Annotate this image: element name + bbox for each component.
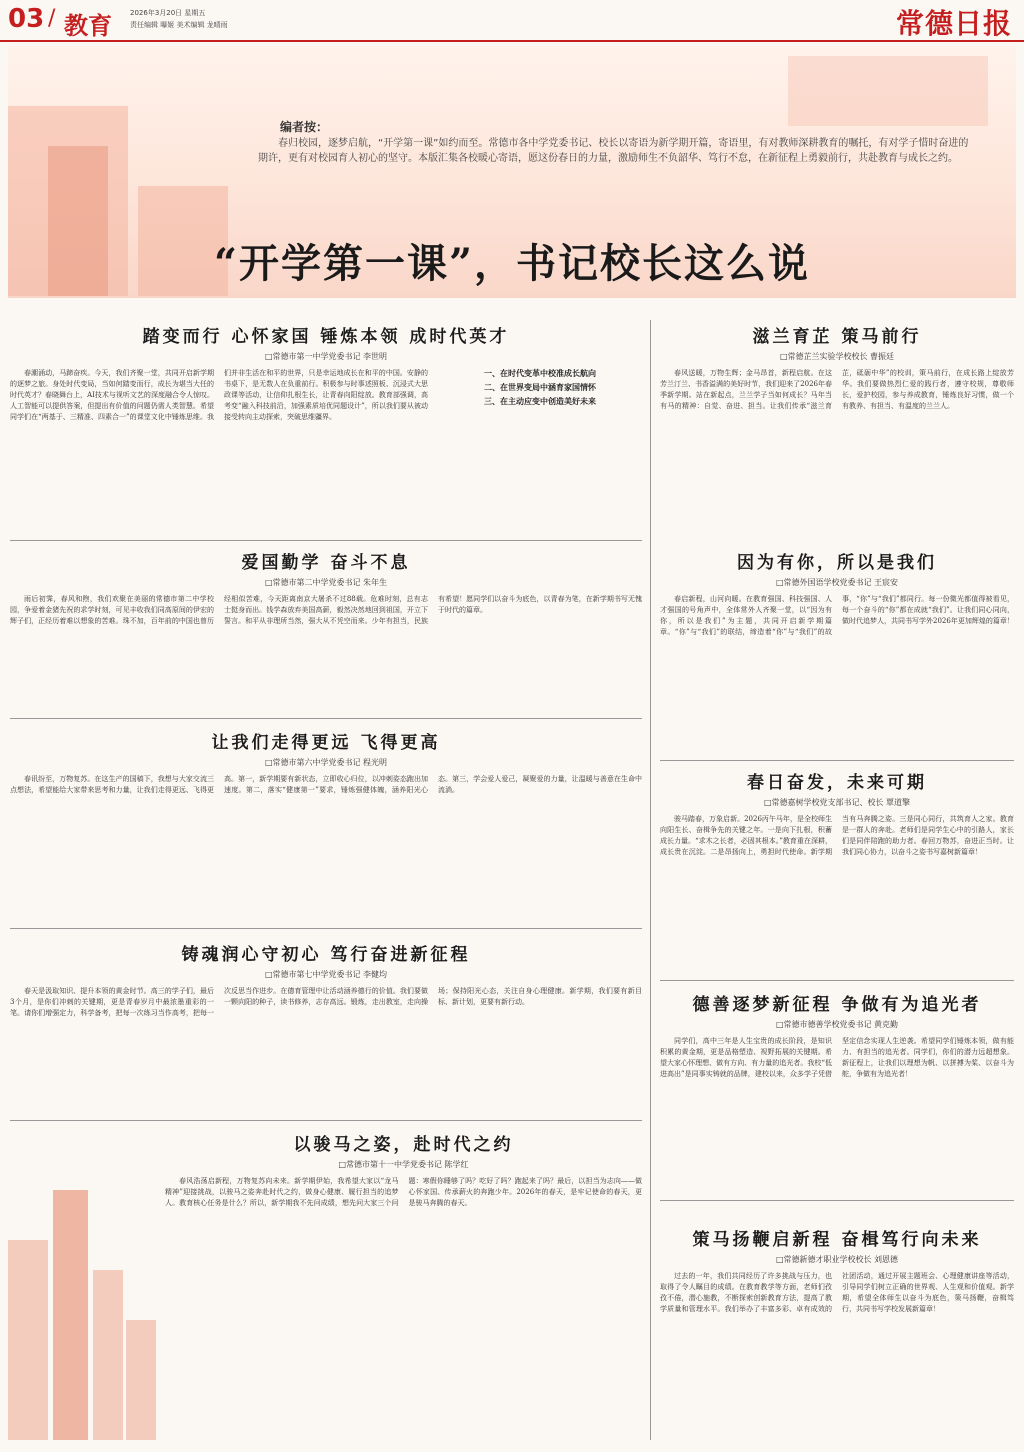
editor-note-text: 春归校园，逐梦启航，“开学第一课”如约而至。常德市各中学党委书记、校长以寄语为新学期开篇，寄语里，有对教师深耕教育的嘱托，有对学子惜时奋进的期许，更有对校园育人初心的坚守。本版汇集各校暖心寄语，愿这份春日的力量，激励师生不负韶华、笃行不怠，在新征程上勇毅前行，共赴教育与成长之约。: [258, 138, 969, 164]
article-byline: □常德芷兰实验学校校长 曹振廷: [779, 352, 895, 361]
building-shape: [126, 1320, 156, 1440]
article-body: [10, 986, 642, 1019]
article-body: [10, 594, 642, 627]
article-4: [660, 548, 1014, 748]
article-5: [10, 728, 642, 918]
article-byline: □常德嘉树学校党支部书记、校长 覃道擎: [763, 798, 911, 807]
article-subheading: 三、在主动应变中创造美好未来: [484, 397, 596, 406]
article-byline: □常德市德善学校党委书记 黄克勤: [775, 1020, 899, 1029]
date-line: 2026年3月20日 星期五: [130, 9, 206, 17]
article-paragraph: 春风送暖，万物生辉；金马昂首，新程启航。在这芳兰汀兰、书香溢满的美好时节，我们迎来了2026年春季新学期。站在新起点，兰兰学子当如何成长？马年当有马的精神：自觉、奋进、担当。让我们传承“滋兰育芷，砥砺中华”的校训，策马前行，在成长路上绽放芳华。我们要做热烈仁爱的践行者，遵守校规，尊敬师长，爱护校园，参与养成教育，锤炼良好习惯，做一个有教养、有担当、有温度的兰兰人。: [660, 369, 1014, 410]
article-subheading: 二、在世界变局中涵育家国情怀: [484, 383, 596, 392]
article-title: 以骏马之姿，赴时代之约: [293, 1135, 514, 1155]
article-paragraph: 过去的一年，我们共同经历了许多挑战与压力，也取得了令人瞩目的成绩。在教育教学等方面，老师们孜孜不倦，潜心施教，不断探索创新教育方法，提高了教学质量和管理水平。我们举办了丰富多彩、卓有成效的社团活动，通过开展主题班会、心理健康讲座等活动，引导同学们树立正确的世界观、人生观和价值观。新学期，希望全体师生以奋斗为底色，策马扬鞭，奋楫笃行，共同书写学校发展新篇章！: [660, 1272, 1014, 1313]
article-2: [660, 322, 1014, 532]
article-paragraph: 春讯纷至，万物复苏。在这生产的国稿下，我想与大家交流三点想法，希望能给大家带来思考和力量，让我们走得更远、飞得更高。第一，新学期要有新状态，立即收心归位，以冲刺姿态跑出加速度。第二，落实“健康第一”要求，锤炼强健体魄，涵养阳光心态。第三，学会爱人爱己，凝聚爱的力量，让温暖与善意在生命中流淌。: [10, 775, 642, 794]
article-body: [660, 368, 1014, 412]
page-main-title: “开学第一课”，书记校长这么说: [213, 240, 810, 287]
banner-cloud: [788, 56, 988, 126]
page-number: 03: [8, 4, 45, 34]
article-body: [10, 368, 642, 423]
article-title: 铸魂润心守初心 笃行奋进新征程: [181, 945, 471, 965]
divider: [660, 1200, 1014, 1201]
article-title: 春日奋发，未来可期: [747, 773, 927, 793]
article-body: [10, 774, 642, 796]
newspaper-logo: 常德日报: [895, 7, 1012, 40]
article-6: [660, 768, 1014, 968]
article-body: [660, 594, 1014, 638]
article-paragraph: 春潮涌动，马蹄奋疾。今天，我们齐聚一堂，共同开启新学期的逐梦之旅。身处时代变局，当如何踏变而行，成长为堪当大任的时代英才？春晓舞台上，AI技术与视听文艺的深度融合令人惊叹。人工智能可以提供答案，但提出有价值的问题仍需人类智慧。希望同学们在“两基于、三精准、四素合一”的课堂文化中锤炼思维。我们并非生活在和平的世界，只是幸运地成长在和平的中国。安静的书桌下，是无数人在负重前行。积极参与时事述照板、沉浸式大思政课等活动，让信仰扎根生长，让青春向阳绽放。教育部强调，高考变“融入科技前沿，加强素质培优同题设计”，所以我们要从被动接受转向主动探索，突破思维疆界。: [10, 369, 428, 421]
article-7: [10, 940, 642, 1110]
divider: [660, 980, 1014, 981]
cityscape-illustration: [8, 1170, 158, 1440]
article-title: 德善逐梦新征程 争做有为追光者: [692, 995, 982, 1015]
article-body: [660, 1036, 1014, 1080]
article-title: 滋兰育芷 策马前行: [752, 327, 922, 347]
building-shape: [8, 1240, 48, 1440]
article-byline: □常德市第一中学党委书记 李世明: [264, 352, 388, 361]
article-body: [660, 814, 1014, 858]
article-paragraph: 春天是汲取知识、提升本领的黄金时节。高三的学子们，最后3个月，是你们冲刺的关键期，更是青春岁月中最浓墨重彩的一笔。请你们增强定力，科学备考，把每一次练习当作高考，把每一次反思当作进步。在德育管理中让活动涵养德行的价值。我们要做一颗向阳的种子，读书修养，志存高远。锻炼，走出教室，走向操场；保持阳光心态，关注自身心理健康。新学期，我们要有新目标、新计划，更要有新行动。: [10, 987, 642, 1017]
page-header: [0, 0, 1024, 42]
article-byline: □常德市第七中学党委书记 李健均: [264, 970, 388, 979]
editors-line: 责任编辑 曝姬 美术编辑 龙晴雨: [130, 21, 228, 29]
article-paragraph: 骏马踏春，万象启新。2026丙午马年，是全校师生向阳生长、奋楫争先的关键之年。一是向下扎根，积蓄成长力量。“求木之长者，必固其根本。”教育重在深耕，成长贵在沉淀。二是昂扬向上，勇担时代使命。新学期当有马奔腾之姿。三是同心同行，共筑育人之家。教育是一群人的奔赴。老师们是同学生心中的引路人，家长们是同伴陪跑的助力者。春回万物苏，奋进正当时。让我们同心协力，以奋斗之姿书写嘉树新篇章！: [660, 815, 1014, 856]
divider: [10, 718, 642, 719]
article-byline: □常德市第六中学党委书记 程光明: [264, 758, 388, 767]
article-9: [165, 1130, 642, 1370]
column-divider: [650, 320, 651, 1440]
divider: [10, 1120, 642, 1121]
editor-note-label: 编者按：: [280, 120, 329, 134]
article-subheading: 一、在时代变革中校准成长航向: [484, 369, 596, 378]
article-body: [660, 1271, 1014, 1315]
article-1: [10, 322, 642, 562]
divider: [10, 928, 642, 929]
article-paragraph: 同学们，高中三年是人生宝贵的成长阶段，是知识积累的黄金期，更是品格塑造、视野拓展的关键期。希望大家心怀理想、做有方向、有力量的追光者。我校“低进高出”是同事实铸就的品牌，建校以来，众多学子凭借坚定信念实现人生逆袭。希望同学们锤炼本领，做有能力、有担当的追光者。同学们，你们的潜力远超想象。新征程上，让我们以理想为帆、以拼搏为桨、以奋斗为舵，争做有为追光者！: [660, 1037, 1014, 1078]
article-paragraph: 春启新程，山河向暖。在教育强国、科技强国、人才强国的号角声中，全体常外人齐聚一堂，以“因为有你，所以是我们”为主题，共同开启新学期篇章。“你”与“我们”的联结，缔造着“你”与“我们”的故事，“你”与“我们”都同行。每一份微光都值得被看见，每一个奋斗的“你”都在成就“我们”。让我们同心同向，做时代追梦人，共同书写学外2026年更加辉煌的篇章！: [660, 595, 1014, 636]
building-shape: [93, 1270, 123, 1440]
divider: [660, 760, 1014, 761]
article-byline: □常德市第二中学党委书记 朱年生: [264, 578, 388, 587]
article-body: [165, 1176, 642, 1209]
header-slash: /: [48, 6, 56, 31]
article-byline: □常德新德才职业学校校长 刘恩德: [775, 1255, 899, 1264]
header-rule: [0, 40, 1024, 42]
article-byline: □常德市第十一中学党委书记 陈学红: [338, 1160, 469, 1169]
article-paragraph: 春风浩荡启新程，万物复苏向未来。新学期伊始，我希望大家以“龙马精神”迎接挑战，以骏马之姿奔赴时代之约，做身心健康、履行担当的追梦人。教育核心任务是什么？所以，新学期我不先问成绩，想先问大家三个问题：寒假你睡够了吗？吃好了吗？跑起来了吗？最后，以担当为志向——做心怀家国、传承薪火的奔跑少年。2026年的春天，是牢记使命的春天，更是骏马奔腾的春天。: [165, 1177, 642, 1207]
article-title: 策马扬鞭启新程 奋楫笃行向未来: [692, 1230, 982, 1250]
building-shape: [53, 1190, 88, 1440]
divider: [10, 540, 642, 541]
article-title: 因为有你，所以是我们: [737, 553, 937, 573]
article-title: 爱国勤学 奋斗不息: [241, 553, 411, 573]
article-paragraph: 雨后初霁，春风和煦，我们欢聚在美丽的常德市第二中学校园，争爱着金猪先祝的求学时刻，可见丰收我们同高原间的伊宏的辉子们，正经历着难以想象的苦难。珠不加，百年前的中国也曾历经相似苦难，今天距离南京大屠杀不过88载。危难时刻，总有志士挺身而出。钱学森放弃美国高薪，毅然决然地回到祖国，开立下誓言。和平从非理所当然，强大从不凭空而来。少年有担当，民族有希望！愿同学们以奋斗为底色，以青春为笔，在新学期书写无愧于时代的篇章。: [10, 595, 642, 625]
article-8: [660, 990, 1014, 1190]
article-10: [660, 1225, 1014, 1445]
article-3: [10, 548, 642, 688]
article-title: 踏变而行 心怀家国 锤炼本领 成时代英才: [142, 327, 510, 347]
article-title: 让我们走得更远 飞得更高: [211, 733, 441, 753]
section-name: 教育: [64, 12, 112, 40]
article-byline: □常德外国语学校党委书记 王宸安: [775, 578, 899, 587]
